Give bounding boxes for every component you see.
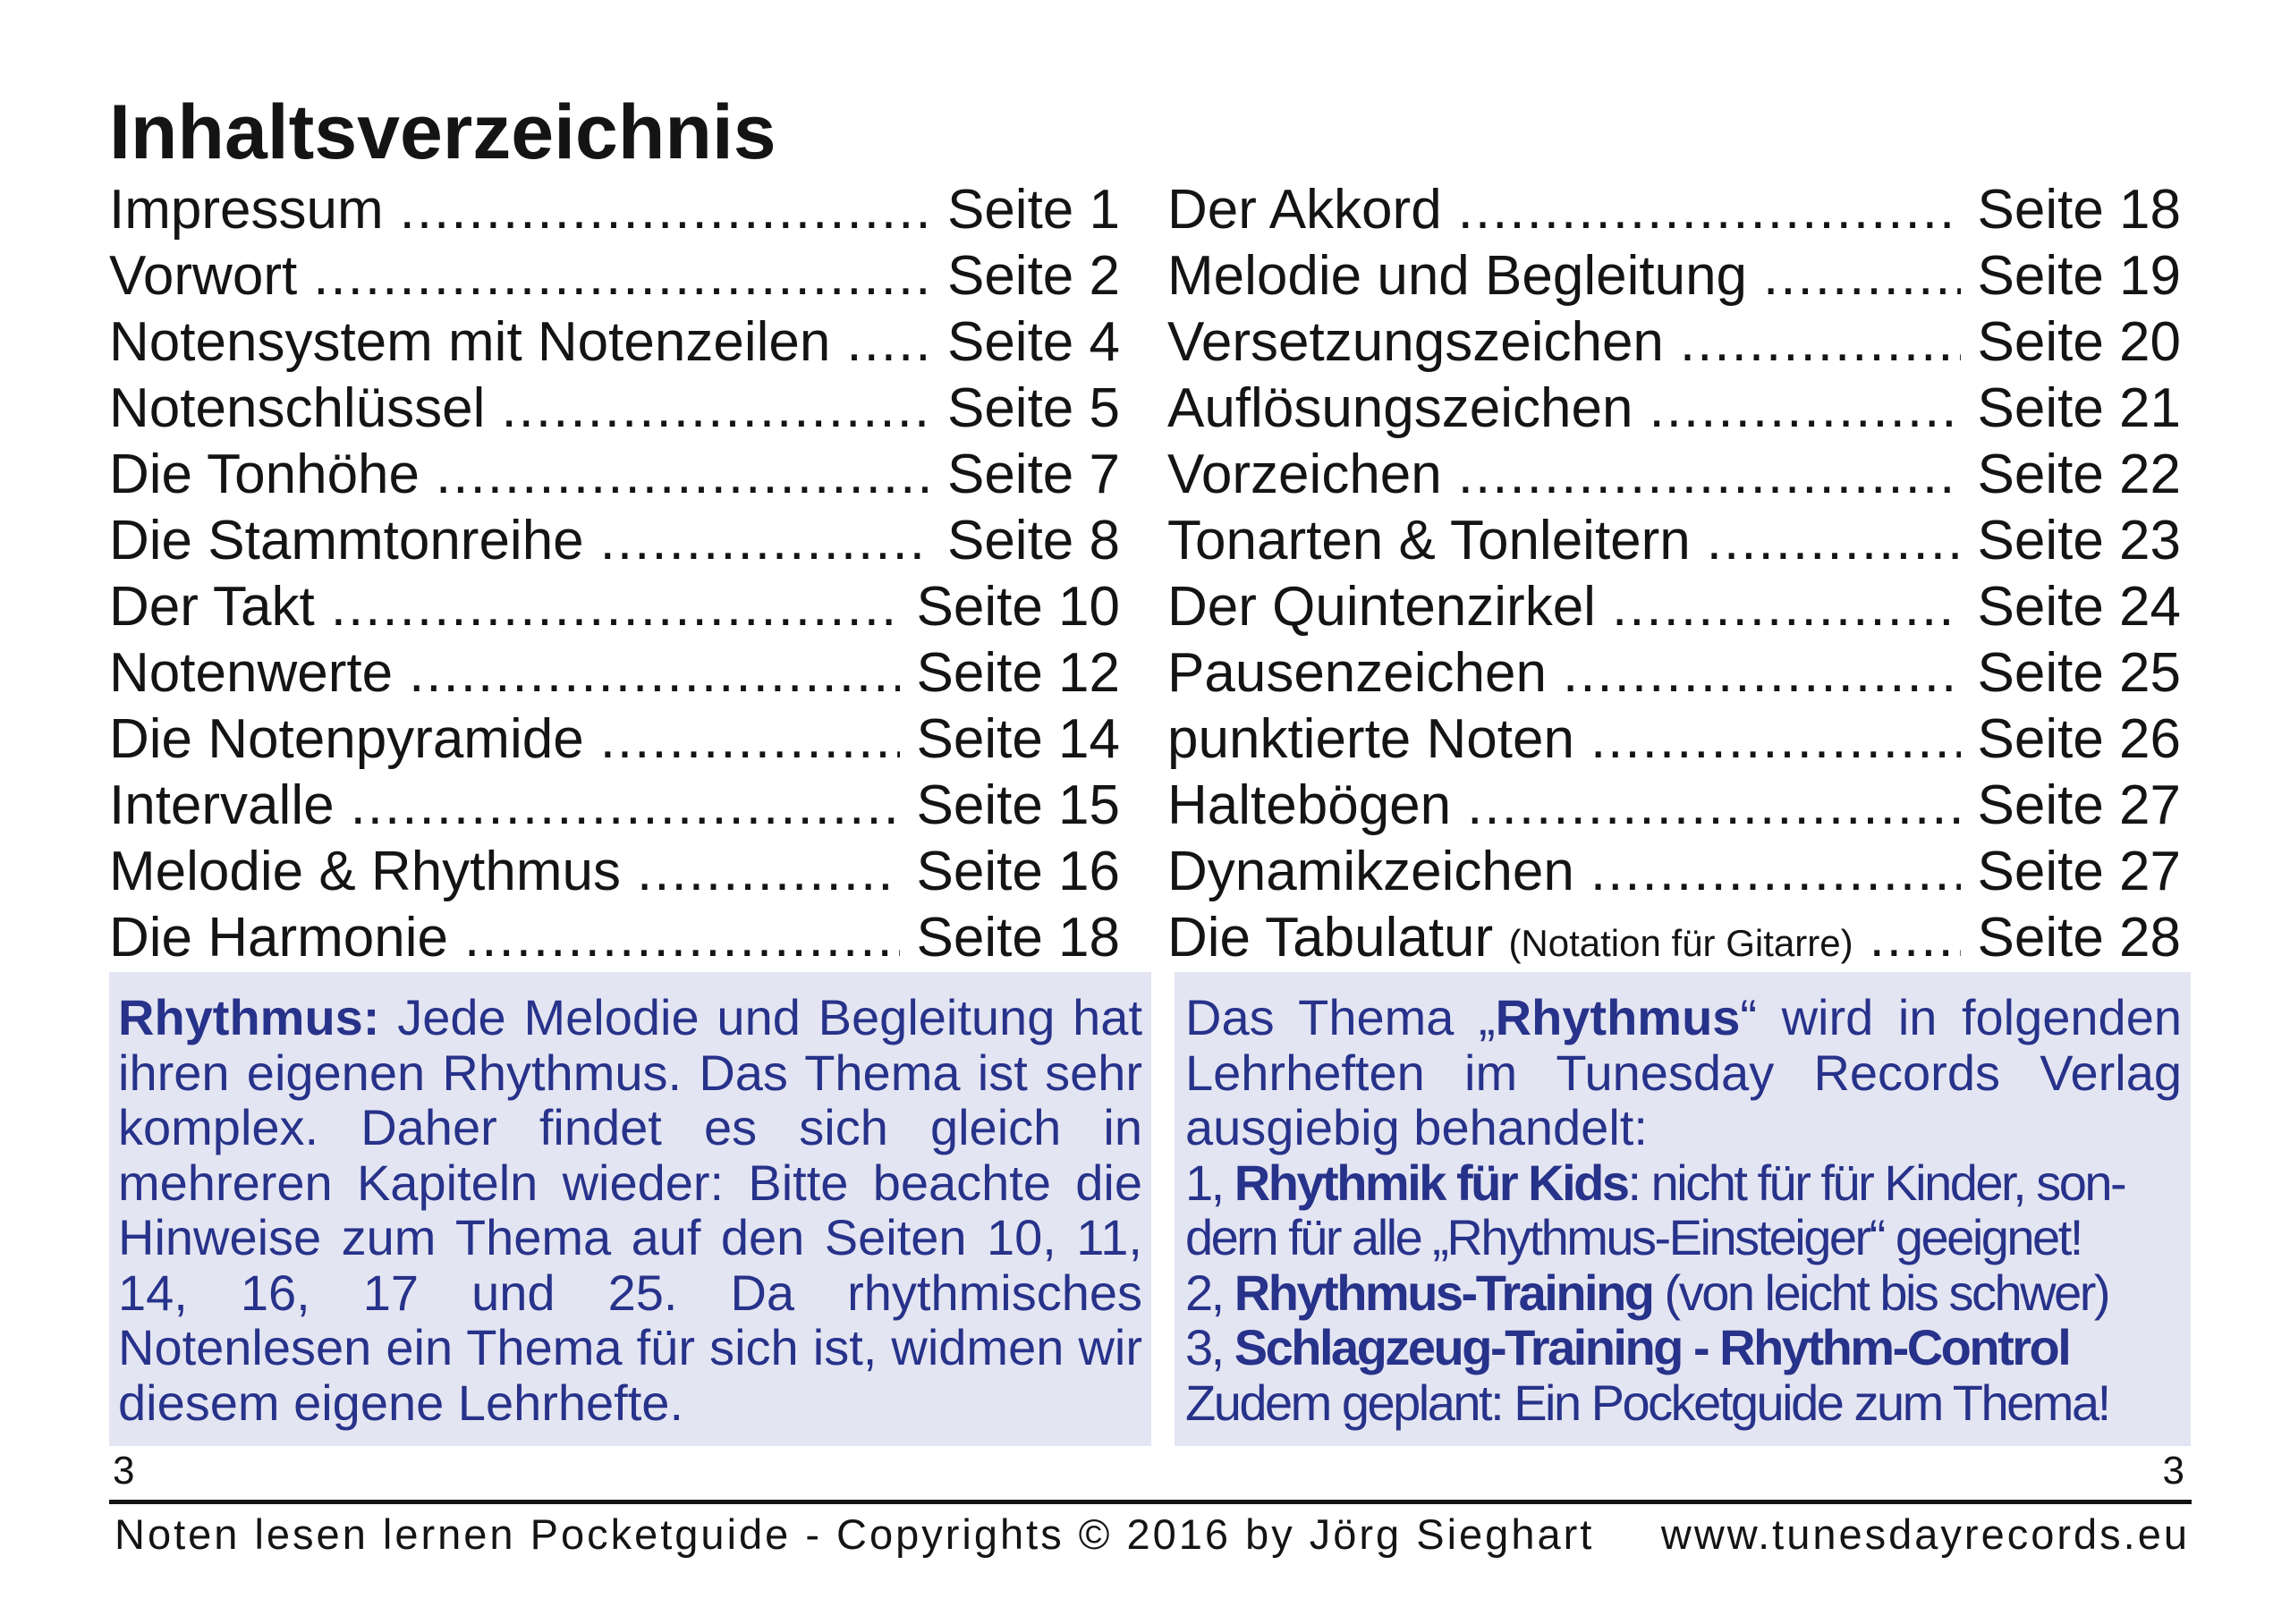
toc-dot-leader (846, 309, 931, 376)
toc-entry-page: Seite 21 (1977, 377, 2181, 439)
toc-entry (109, 442, 1120, 508)
toc-dot-leader (351, 773, 901, 839)
toc-dot-leader (1707, 508, 1962, 574)
toc-entry (109, 706, 1120, 773)
footer-website: www.tunesdayrecords.eu (1660, 1510, 2190, 1558)
toc-entry-title: Notensystem mit Notenzeilen (109, 311, 831, 373)
toc-dot-leader (464, 905, 900, 971)
toc-dot-leader (331, 574, 901, 640)
page-number-right: 3 (2162, 1449, 2184, 1493)
toc-dot-leader (1563, 640, 1962, 706)
publications-intro: Das Thema „Rhythmus“ wird in folgenden Lehrheften im Tunesday Records Verlag ausgiebig behandelt: (1185, 989, 2182, 1155)
toc-entry (1167, 773, 2181, 839)
toc-entry (1167, 508, 2181, 574)
toc-entry-page: Seite 10 (916, 576, 1120, 638)
footer-copyright: Noten lesen lernen Pocketguide - Copyrights © 2016 by Jörg Sieghart (114, 1510, 1595, 1558)
toc-entry-page: Seite 18 (1977, 179, 2181, 241)
publication-item: 1, Rhythmik für Kids: nicht für für Kinder, son- (1185, 1154, 2125, 1211)
toc-entry (1167, 706, 2181, 773)
toc-entry-title: Melodie & Rhythmus (109, 841, 622, 902)
toc-entry (109, 243, 1120, 309)
publication-name: Schlagzeug-Training - Rhythm-Control (1234, 1319, 2070, 1375)
toc-entry-page: Seite 2 (946, 245, 1120, 307)
toc-entry-page: Seite 24 (1977, 576, 2181, 638)
publication-name: Rhythmik für Kids (1234, 1154, 1628, 1211)
toc-entry-page: Seite 16 (916, 841, 1120, 902)
toc-entry-title: Die Tonhöhe (109, 444, 420, 505)
toc-entry-title: Der Quintenzirkel (1167, 576, 1596, 638)
toc-entry (1167, 309, 2181, 376)
toc-dot-leader (1870, 905, 1962, 971)
toc-dot-leader (436, 442, 931, 508)
toc-entry-page: Seite 20 (1977, 311, 2181, 373)
toc-entry-title: Vorwort (109, 245, 298, 307)
toc-entry-page: Seite 19 (1977, 245, 2181, 307)
toc-entry-title: Versetzungszeichen (1167, 311, 1664, 373)
toc-entry (109, 839, 1120, 905)
toc-entry (109, 376, 1120, 442)
toc-entry-page: Seite 14 (916, 708, 1120, 770)
toc-entry (1167, 442, 2181, 508)
toc-entry (1167, 905, 2181, 971)
toc-dot-leader (1590, 706, 1962, 773)
publication-name: Rhythmus-Training (1234, 1264, 1653, 1321)
toc-entry (1167, 376, 2181, 442)
toc-entry-title: Haltebögen (1167, 774, 1452, 836)
toc-entry-page: Seite 18 (916, 907, 1120, 968)
toc-entry (109, 309, 1120, 376)
toc-entry-title: Der Takt (109, 576, 315, 638)
toc-entry-title: Die Stammtonreihe (109, 510, 584, 571)
toc-dot-leader (1680, 309, 1962, 376)
toc-dot-leader (501, 376, 931, 442)
publication-item: 3, Schlagzeug-Training - Rhythm-Control (1185, 1319, 2070, 1375)
toc-dot-leader (637, 839, 900, 905)
toc-column-left (109, 177, 1120, 971)
toc-entry-title: Vorzeichen (1167, 444, 1442, 505)
toc-entry-page: Seite 27 (1977, 774, 2181, 836)
toc-entry-page: Seite 7 (946, 444, 1120, 505)
toc-entry-title: Die Notenpyramide (109, 708, 584, 770)
toc-entry-page: Seite 23 (1977, 510, 2181, 571)
toc-entry-title: Auflösungszeichen (1167, 377, 1633, 439)
toc-entry (1167, 177, 2181, 243)
toc-entry-title: Der Akkord (1167, 179, 1442, 241)
toc-dot-leader (600, 508, 931, 574)
toc-entry-page: Seite 12 (916, 642, 1120, 704)
toc-entry-title: Impressum (109, 179, 384, 241)
toc-dot-leader (409, 640, 900, 706)
publication-item: 2, Rhythmus-Training (von leicht bis schwer) (1185, 1264, 2109, 1321)
toc-dot-leader (1458, 442, 1962, 508)
rhythm-info-box (109, 972, 1151, 1446)
toc-entry-page: Seite 28 (1977, 907, 2181, 968)
toc-entry-page: Seite 15 (916, 774, 1120, 836)
toc-entry-title: Notenwerte (109, 642, 394, 704)
toc-entry-title: Notenschlüssel (109, 377, 486, 439)
toc-entry-page: Seite 1 (946, 179, 1120, 241)
toc-entry (1167, 839, 2181, 905)
toc-entry (109, 177, 1120, 243)
footer (114, 1510, 2190, 1560)
toc-entry-page: Seite 8 (946, 510, 1120, 571)
toc-entry-title (1167, 905, 1853, 977)
toc-entry-page: Seite 25 (1977, 642, 2181, 704)
toc-entry (109, 905, 1120, 971)
toc-dot-leader (313, 243, 931, 309)
toc-entry (109, 640, 1120, 706)
toc-entry (1167, 574, 2181, 640)
toc-entry (109, 773, 1120, 839)
toc-dot-leader (1649, 376, 1961, 442)
info-text: Jede Melodie und Begleitung hat ihren eigenen Rhythmus. Das Thema ist sehr komplex. Daher findet es sich gleich in mehreren Kapiteln wieder: Bitte beachte die Hinweise zum Thema auf den Seiten 10, 11, 14, 16, 17 und 25. Da rhythmisches Notenlesen ein Thema für sich ist, widmen wir diesem eigene Lehrhefte. (118, 989, 1142, 1431)
toc-dot-leader (600, 706, 901, 773)
toc-dot-leader (400, 177, 931, 243)
toc-entry-page: Seite 4 (946, 311, 1120, 373)
toc-entry (1167, 640, 2181, 706)
toc-dot-leader (1612, 574, 1962, 640)
toc-entry-title: Intervalle (109, 774, 335, 836)
toc-entry-title: punktierte Noten (1167, 708, 1574, 770)
toc-dot-leader (1467, 773, 1961, 839)
toc-entry-page: Seite 26 (1977, 708, 2181, 770)
toc-dot-leader (1590, 839, 1962, 905)
toc-entry-title: Dynamikzeichen (1167, 841, 1574, 902)
toc-entry-title: Melodie und Begleitung (1167, 245, 1748, 307)
toc-dot-leader (1763, 243, 1961, 309)
toc-entry-title-text: Die Tabulatur (1167, 907, 1494, 968)
publication-item: dern für alle „Rhythmus-Einsteiger“ geeignet! (1185, 1209, 2082, 1265)
toc-entry-page: Seite 27 (1977, 841, 2181, 902)
info-heading: Rhythmus: (118, 989, 380, 1045)
toc-entry (109, 574, 1120, 640)
toc-entry-title: Die Harmonie (109, 907, 449, 968)
page-number-left: 3 (113, 1449, 135, 1493)
intro-highlight: Rhythmus (1495, 989, 1741, 1045)
toc-entry-page: Seite 22 (1977, 444, 2181, 505)
toc-entry-title: Tonarten & Tonleitern (1167, 510, 1691, 571)
toc-entry (1167, 243, 2181, 309)
toc-entry-note: (Notation für Gitarre) (1508, 922, 1853, 964)
toc-column-right (1167, 177, 2181, 971)
toc-dot-leader (1458, 177, 1962, 243)
toc-entry-title: Pausenzeichen (1167, 642, 1547, 704)
toc-entry (109, 508, 1120, 574)
footer-divider (109, 1500, 2192, 1504)
page-title: Inhaltsverzeichnis (109, 89, 776, 175)
publications-closing: Zudem geplant: Ein Pocketguide zum Thema! (1185, 1374, 2109, 1431)
publications-info-box (1175, 972, 2191, 1446)
toc-entry-page: Seite 5 (946, 377, 1120, 439)
